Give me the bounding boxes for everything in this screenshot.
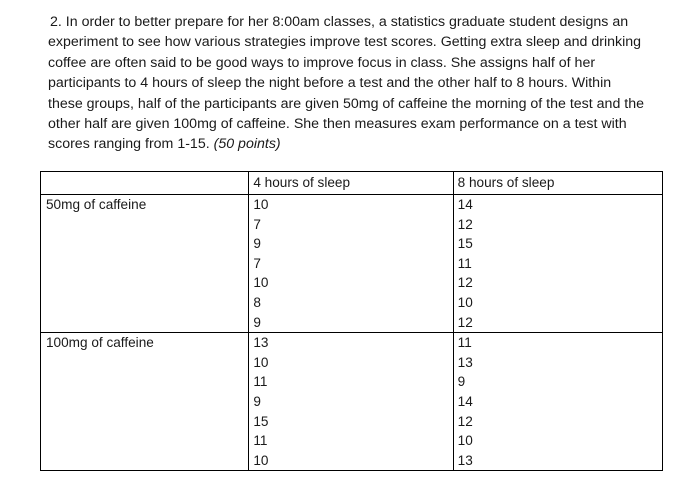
problem-line: other half are given 100mg of caffeine. She then measures exam performance on a test with (48, 116, 627, 133)
problem-line: coffee are often said to be good ways to improve focus in class. She assigns half of her (48, 54, 596, 71)
problem-line: scores ranging from 1-15. (50 points) (48, 136, 281, 153)
score-value: 12 (457, 216, 473, 232)
cell-100mg-8h (453, 333, 662, 471)
cell-50mg-8h (453, 195, 662, 333)
score-value: 9 (253, 236, 261, 252)
score-value: 13 (457, 452, 473, 468)
score-value: 13 (253, 335, 269, 351)
table-row (41, 333, 663, 471)
score-value: 9 (457, 374, 466, 390)
score-value: 10 (253, 452, 269, 468)
cell-50mg-4h (249, 195, 453, 333)
score-value: 11 (253, 433, 268, 449)
score-value: 10 (457, 433, 473, 449)
score-value: 10 (253, 197, 269, 212)
points-value: (50 points) (213, 136, 281, 153)
score-value: 11 (253, 374, 268, 390)
score-value: 15 (253, 413, 269, 429)
cell-100mg-4h (249, 333, 453, 471)
row-label-50mg: 50mg of caffeine (41, 195, 249, 333)
data-table (40, 171, 663, 471)
score-value: 12 (457, 413, 473, 429)
score-value: 14 (457, 197, 473, 212)
score-value: 14 (457, 393, 473, 409)
score-value: 9 (253, 393, 261, 409)
score-value: 8 (253, 294, 261, 310)
score-value: 13 (457, 354, 473, 370)
row-label-100mg: 100mg of caffeine (41, 333, 249, 471)
score-value: 7 (253, 255, 261, 271)
score-value: 7 (253, 216, 261, 232)
score-value: 10 (253, 275, 269, 291)
score-value: 10 (253, 354, 269, 370)
score-value: 10 (457, 294, 473, 310)
score-value: 11 (457, 335, 472, 351)
score-value: 9 (253, 314, 261, 330)
header-empty (41, 172, 249, 195)
problem-line: these groups, half of the participants are given 50mg of caffeine the morning of the test and the (48, 95, 644, 112)
problem-statement (48, 12, 678, 155)
header-8-hours: 8 hours of sleep (453, 172, 662, 195)
problem-number: 2. (50, 14, 62, 30)
header-4-hours: 4 hours of sleep (249, 172, 453, 195)
score-value: 11 (457, 255, 472, 271)
problem-line: 2. In order to better prepare for her 8:00am classes, a statistics graduate student designs an (50, 14, 629, 30)
problem-line: experiment to see how various strategies improve test scores. Getting extra sleep and drinking (48, 34, 642, 51)
score-value: 15 (457, 236, 473, 252)
score-value: 12 (457, 275, 473, 291)
score-value: 12 (457, 314, 473, 330)
problem-line: participants to 4 hours of sleep the night before a test and the other half to 8 hours. Within (48, 75, 612, 92)
table-header-row (41, 172, 663, 195)
table-row (41, 195, 663, 333)
